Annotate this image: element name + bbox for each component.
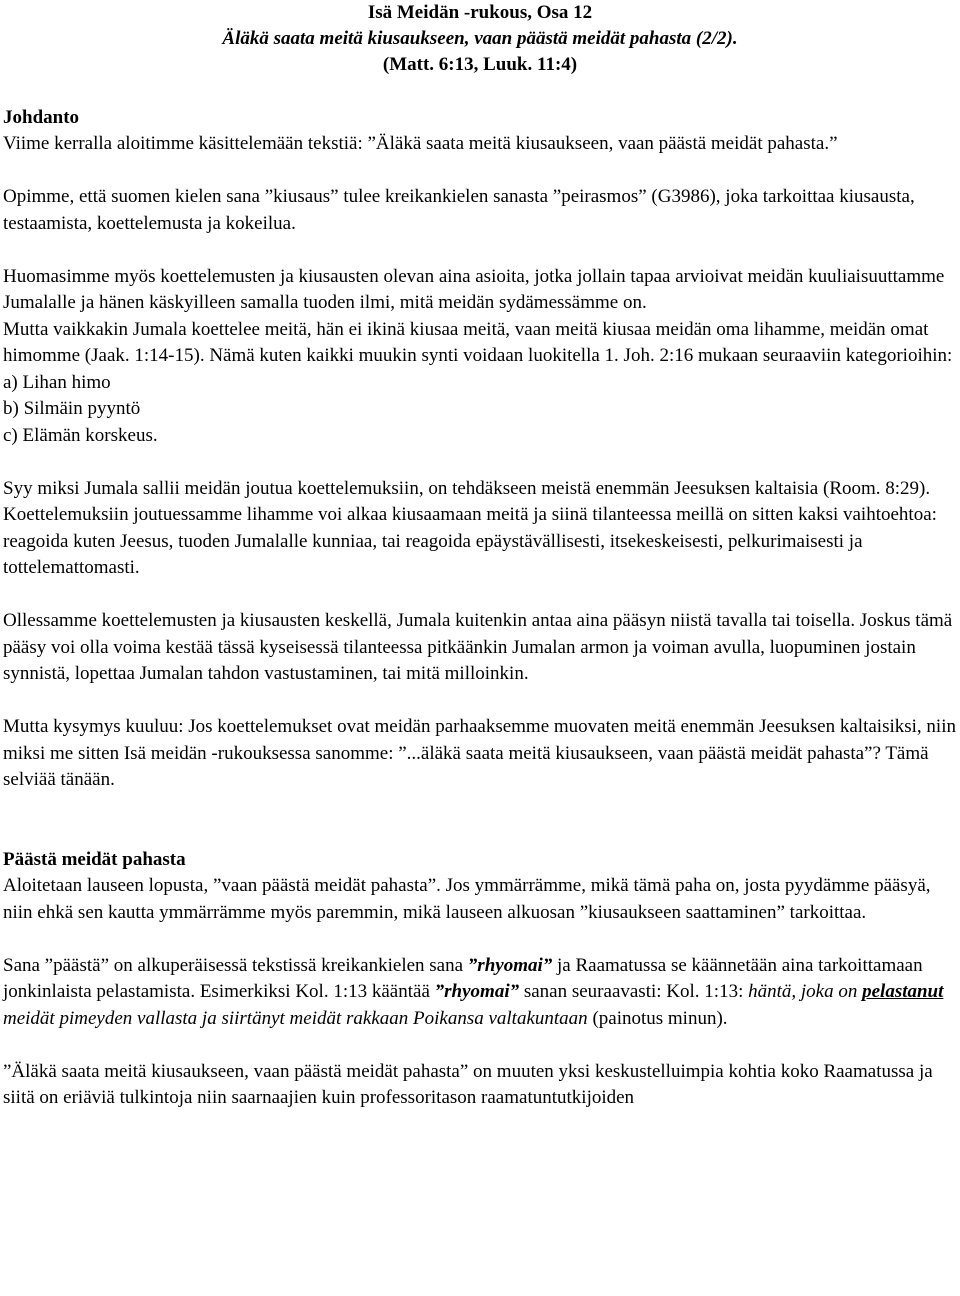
- paragraph: Syy miksi Jumala sallii meidän joutua koettelemuksiin, on tehdäkseen meistä enemmän Jeesuksen kaltaisia (Room. 8:29). Koettelemuksiin joutuessamme lihamme voi alkaa kiusaamaan meitä ja siinä tilanteessa meillä on sitten kaksi vaihtoehtoa: reagoida kuten Jeesus, tuoden Jumalalle kunniaa, tai reagoida epäystävällisesti, itsekeskeisesti, pelkurimaisesti ja tottelemattomasti.: [3, 477, 937, 578]
- list-item: c) Elämän korskeus.: [3, 424, 158, 446]
- section-heading-johdanto: Johdanto: [3, 106, 80, 128]
- document-title: [3, 0, 957, 78]
- text-span: Sana ”päästä” on alkuperäisessä tekstissä kreikankielen sana: [3, 954, 468, 976]
- title-line-2: Äläkä saata meitä kiusaukseen, vaan päästä meidät pahasta (2/2).: [222, 28, 738, 49]
- greek-word: ”rhyomai”: [434, 981, 520, 1002]
- title-line-1: Isä Meidän -rukous, Osa 12: [367, 2, 593, 23]
- text-span: sanan seuraavasti: Kol. 1:13:: [519, 981, 749, 1002]
- text-span: (painotus minun).: [587, 1007, 728, 1029]
- text-span: ja Raamatussa se käännetään aina tarkoittamaan jonkinlaista pelastamista. Esimerkiksi Kol. 1:13 kääntää: [3, 954, 923, 1002]
- paragraph: Mutta kysymys kuuluu: Jos koettelemukset ovat meidän parhaaksemme muovaten meitä enemmän Jeesuksen kaltaisiksi, niin miksi me sitten Isä meidän -rukouksessa sanomme: ”...äläkä saata meitä kiusaukseen, vaan päästä meidät pahasta”? Tämä selviää tänään.: [3, 716, 956, 790]
- emphasized-word: pelastanut: [862, 981, 944, 1002]
- paragraph: Viime kerralla aloitimme käsittelemään tekstiä: ”Äläkä saata meitä kiusaukseen, vaan päästä meidät pahasta.”: [3, 133, 838, 154]
- document-page: [3, 0, 957, 1112]
- greek-word: ”rhyomai”: [467, 954, 553, 976]
- quote-text: meidät pimeyden vallasta ja siirtänyt meidät rakkaan Poikansa valtakuntaan: [3, 1007, 588, 1029]
- paragraph: Opimme, että suomen kielen sana ”kiusaus” tulee kreikankielen sanasta ”peirasmos” (G3986), joka tarkoittaa kiusausta, testaamista, koettelemusta ja kokeilua.: [3, 186, 915, 234]
- list-item: b) Silmäin pyyntö: [3, 398, 141, 419]
- quote-text: häntä, joka on: [748, 981, 863, 1002]
- paragraph: ”Äläkä saata meitä kiusaukseen, vaan päästä meidät pahasta” on muuten yksi keskustelluimpia kohtia koko Raamatussa ja siitä on eriäviä tulkintoja niin saarnaajien kuin professoritason raamatuntutkijoiden: [3, 1060, 933, 1108]
- section-heading-paasta: Päästä meidät pahasta: [3, 848, 186, 870]
- paragraph: Aloitetaan lauseen lopusta, ”vaan päästä meidät pahasta”. Jos ymmärrämme, mikä tämä paha on, josta pyydämme pääsyä, niin ehkä sen kautta ymmärrämme myös paremmin, mikä lauseen alkuosan ”kiusaukseen saattaminen” tarkoittaa.: [3, 875, 931, 923]
- list-item: a) Lihan himo: [3, 371, 111, 393]
- paragraph: Mutta vaikkakin Jumala koettelee meitä, hän ei ikinä kiusaa meitä, vaan meitä kiusaa meidän oma lihamme, meidän omat himomme (Jaak. 1:14-15). Nämä kuten kaikki muukin synti voidaan luokitella 1. Joh. 2:16 mukaan seuraaviin kategorioihin:: [3, 318, 953, 366]
- paragraph-rhyomai: [3, 953, 957, 1033]
- title-line-3: (Matt. 6:13, Luuk. 11:4): [382, 54, 578, 75]
- paragraph: Ollessamme koettelemusten ja kiusausten keskellä, Jumala kuitenkin antaa aina pääsyn niistä tavalla tai toisella. Joskus tämä pääsy voi olla voima kestää tässä kyseisessä tilanteessa pitkäänkin Jumalan armon ja voiman avulla, luopuminen jostain synnistä, lopettaa Jumalan tahdon vastustaminen, tai mitä milloinkin.: [3, 610, 953, 684]
- paragraph: Huomasimme myös koettelemusten ja kiusausten olevan aina asioita, jotka jollain tapaa arvioivat meidän kuuliaisuuttamme Jumalalle ja hänen käskyilleen samalla tuoden ilmi, mitä meidän sydämessämme on.: [3, 265, 945, 313]
